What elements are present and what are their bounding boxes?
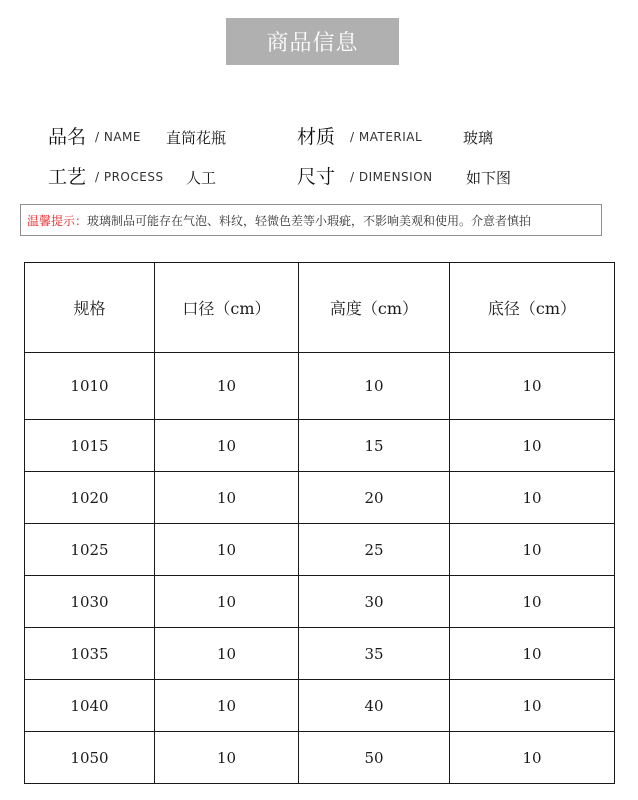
table-row [25,524,615,576]
cell-base-diameter: 10 [450,420,615,472]
material-value: 玻璃 [463,129,494,147]
table-row [25,420,615,472]
table-row [25,472,615,524]
table-row [25,576,615,628]
cell-height: 25 [299,524,450,576]
dimension-label-en: / DIMENSION [350,170,433,184]
cell-base-diameter: 10 [450,576,615,628]
header-spec: 规格 [25,263,155,353]
material-label-en: / MATERIAL [350,130,423,144]
cell-height: 10 [299,353,450,420]
cell-base-diameter: 10 [450,732,615,784]
cell-spec: 1010 [25,353,155,420]
info-row-name-material [0,122,638,152]
cell-mouth-diameter: 10 [155,576,299,628]
table-row [25,680,615,732]
cell-base-diameter: 10 [450,524,615,576]
cell-height: 20 [299,472,450,524]
cell-height: 30 [299,576,450,628]
cell-base-diameter: 10 [450,628,615,680]
material-label-cn: 材质 [297,126,336,148]
cell-base-diameter: 10 [450,472,615,524]
cell-spec: 1025 [25,524,155,576]
info-row-process-dimension [0,160,638,190]
cell-mouth-diameter: 10 [155,420,299,472]
name-label-cn: 品名 [48,126,87,148]
cell-mouth-diameter: 10 [155,353,299,420]
cell-mouth-diameter: 10 [155,680,299,732]
header-height: 高度（cm） [299,263,450,353]
process-value: 人工 [186,169,217,187]
cell-base-diameter: 10 [450,680,615,732]
table-row [25,628,615,680]
cell-mouth-diameter: 10 [155,524,299,576]
cell-spec: 1050 [25,732,155,784]
cell-height: 15 [299,420,450,472]
process-label-en: / PROCESS [95,170,164,184]
cell-spec: 1015 [25,420,155,472]
cell-spec: 1030 [25,576,155,628]
section-title-banner [226,18,399,65]
name-label-en: / NAME [95,130,141,144]
cell-height: 35 [299,628,450,680]
cell-mouth-diameter: 10 [155,732,299,784]
name-value: 直筒花瓶 [166,129,227,147]
cell-spec: 1035 [25,628,155,680]
cell-spec: 1040 [25,680,155,732]
warm-tip-text: 玻璃制品可能存在气泡、料纹，轻微色差等小瑕疵，不影响美观和使用。介意者慎拍 [87,213,532,228]
section-title: 商品信息 [266,31,359,56]
process-label-cn: 工艺 [48,166,87,188]
cell-mouth-diameter: 10 [155,472,299,524]
table-header-row [25,263,615,353]
size-spec-table [24,262,615,784]
header-base-diameter: 底径（cm） [450,263,615,353]
warm-tip-notice [20,204,602,236]
dimension-value: 如下图 [466,169,512,187]
cell-spec: 1020 [25,472,155,524]
table-row [25,732,615,784]
cell-base-diameter: 10 [450,353,615,420]
cell-mouth-diameter: 10 [155,628,299,680]
table-row [25,353,615,420]
warm-tip-label: 温馨提示： [27,213,88,228]
header-mouth-diameter: 口径（cm） [155,263,299,353]
dimension-label-cn: 尺寸 [297,166,336,188]
cell-height: 50 [299,732,450,784]
cell-height: 40 [299,680,450,732]
